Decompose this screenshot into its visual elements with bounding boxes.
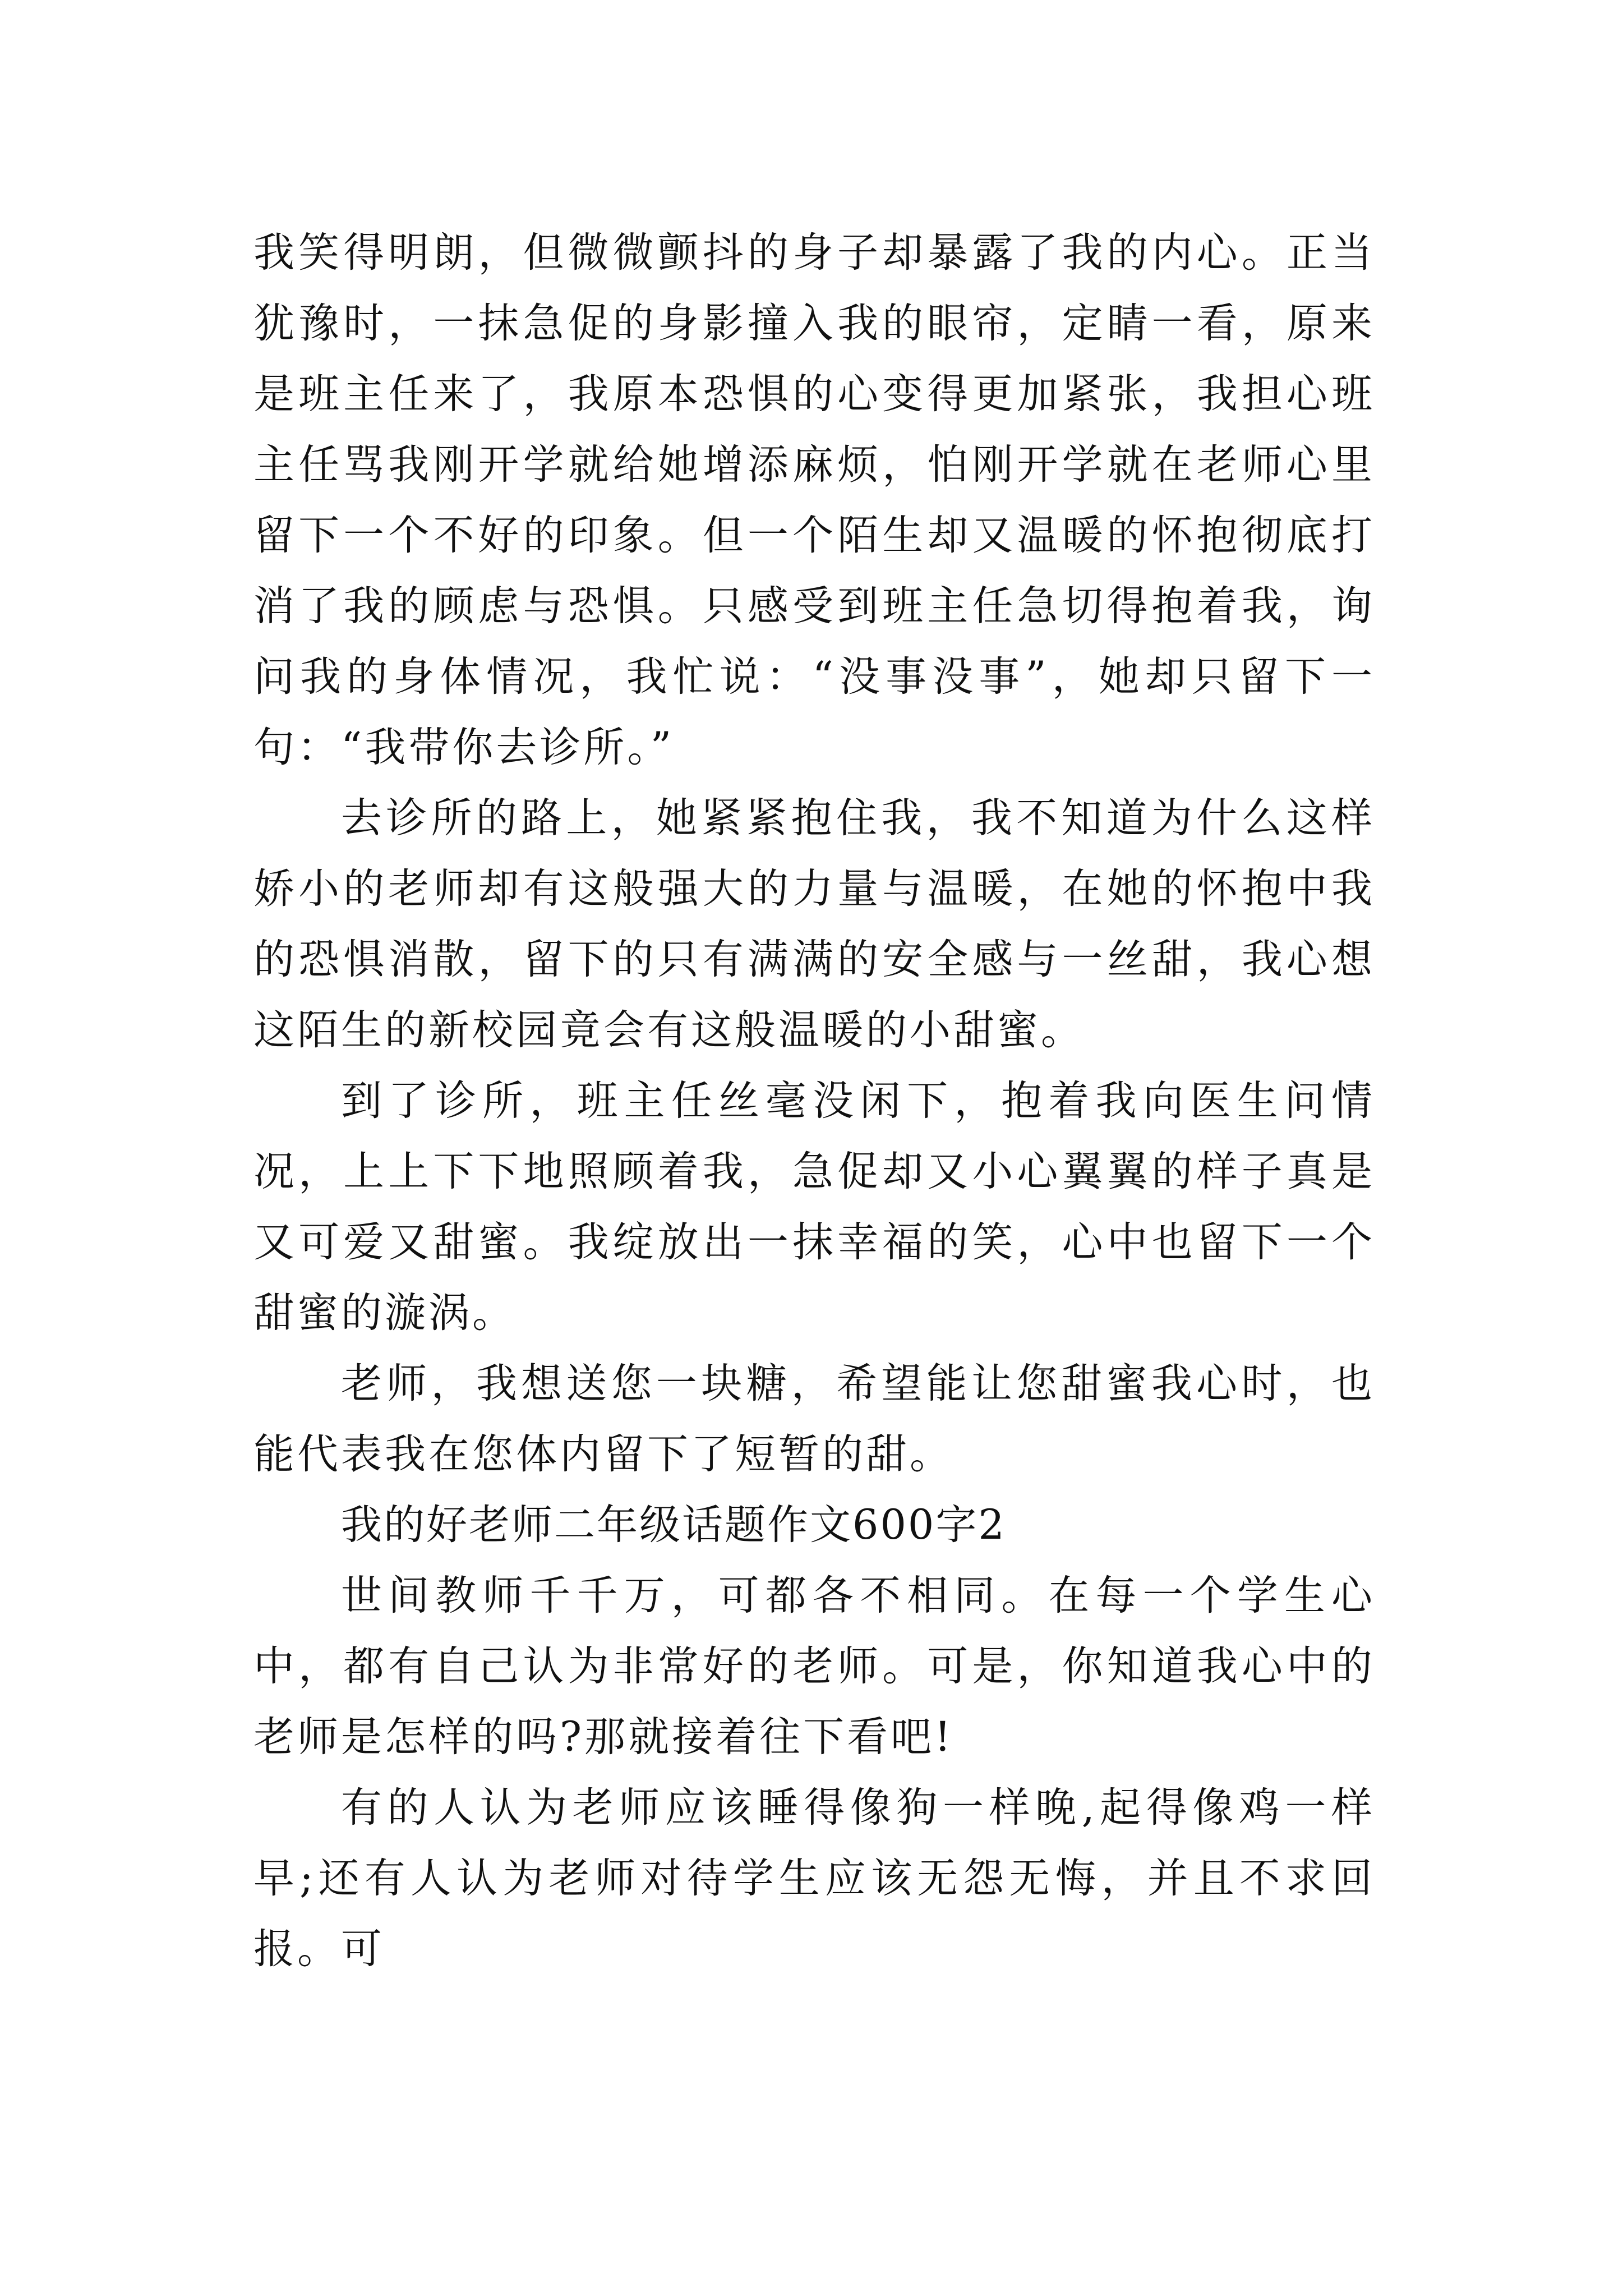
paragraph-2: 去诊所的路上，她紧紧抱住我，我不知道为什么这样娇小的老师却有这般强大的力量与温暖，在她的怀抱中我的恐惧消散，留下的只有满满的安全感与一丝甜，我心想这陌生的新校园竟会有这般温暖的小甜蜜。 <box>253 794 1375 1054</box>
paragraph-4: 老师，我想送您一块糖，希望能让您甜蜜我心时，也能代表我在您体内留下了短暂的甜。 <box>253 1360 1375 1478</box>
paragraph-3: 到了诊所，班主任丝毫没闲下，抱着我向医生问情况，上上下下地照顾着我，急促却又小心翼翼的样子真是又可爱又甜蜜。我绽放出一抹幸福的笑，心中也留下一个甜蜜的漩涡。 <box>253 1077 1375 1337</box>
paragraph-6: 有的人认为老师应该睡得像狗一样晚,起得像鸡一样早;还有人认为老师对待学生应该无怨无悔，并且不求回报。可 <box>253 1784 1375 1973</box>
paragraph-5: 世间教师千千万，可都各不相同。在每一个学生心中，都有自己认为非常好的老师。可是，你知道我心中的老师是怎样的吗?那就接着往下看吧! <box>253 1572 1375 1761</box>
document-page <box>253 218 1375 1985</box>
paragraph-1: 我笑得明朗，但微微颤抖的身子却暴露了我的内心。正当犹豫时，一抹急促的身影撞入我的眼帘，定睛一看，原来是班主任来了，我原本恐惧的心变得更加紧张，我担心班主任骂我刚开学就给她增添麻烦，怕刚开学就在老师心里留下一个不好的印象。但一个陌生却又温暖的怀抱彻底打消了我的顾虑与恐惧。只感受到班主任急切得抱着我，询问我的身体情况，我忙说：“没事没事”，她却只留下一句：“我带你去诊所。” <box>253 229 1375 771</box>
essay-heading: 我的好老师二年级话题作文600字2 <box>341 1501 1006 1549</box>
